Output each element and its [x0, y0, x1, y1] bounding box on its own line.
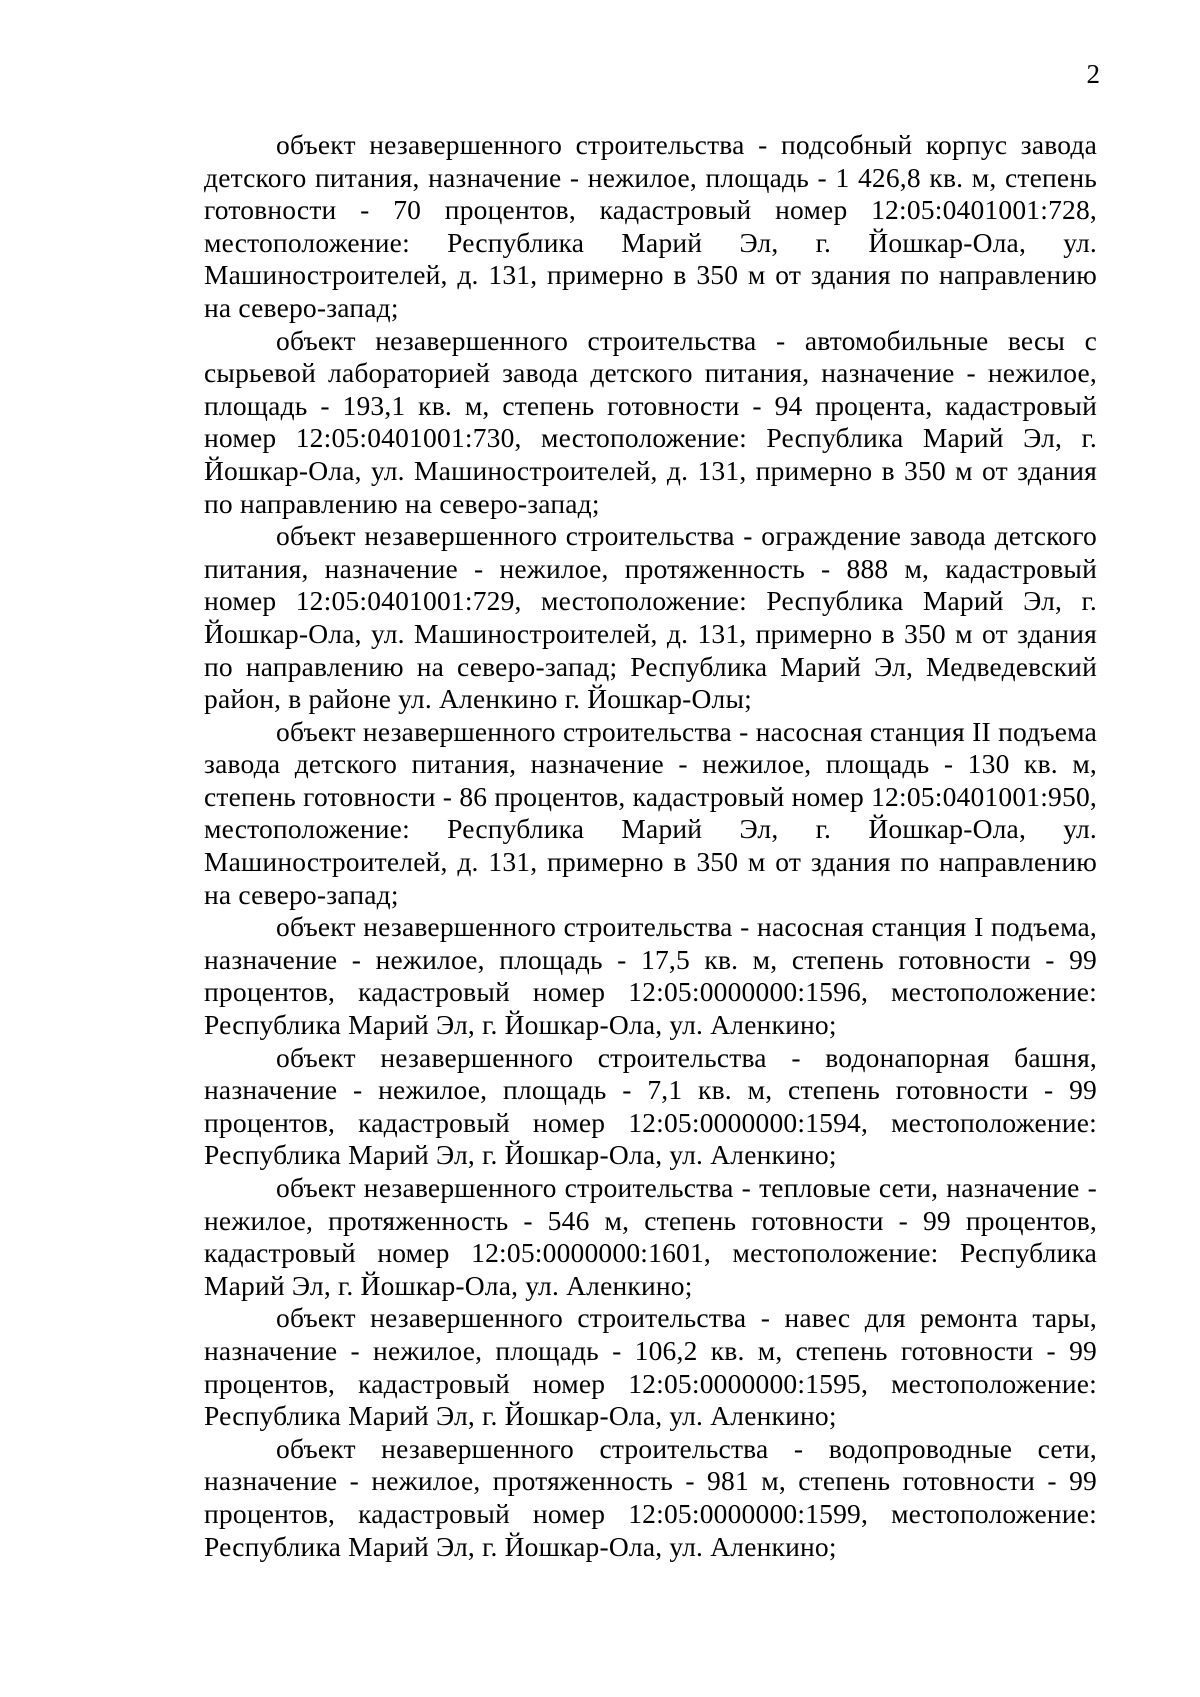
document-body	[204, 129, 1097, 1563]
paragraph-1: объект незавершенного строительства - подсобный корпус завода детского питания, назначение - нежилое, площадь - 1 426,8 кв. м, степень готовности - 70 процентов, кадастровый номер 12:05:0401001:728, местоположение: Республика Марий Эл, г. Йошкар-Ола, ул. Машиностроителей, д. 131, примерно в 350 м от здания по направлению на северо-запад;	[204, 129, 1097, 323]
page-number: 2	[1086, 59, 1100, 89]
paragraph-9: объект незавершенного строительства - водопроводные сети, назначение - нежилое, протяженность - 981 м, степень готовности - 99 процентов, кадастровый номер 12:05:0000000:1599, местоположение: Республика Марий Эл, г. Йошкар-Ола, ул. Аленкино;	[204, 1432, 1097, 1562]
paragraph-7: объект незавершенного строительства - тепловые сети, назначение - нежилое, протяженность - 546 м, степень готовности - 99 процентов, кадастровый номер 12:05:0000000:1601, местоположение: Республика Марий Эл, г. Йошкар-Ола, ул. Аленкино;	[204, 1172, 1097, 1301]
paragraph-5: объект незавершенного строительства - насосная станция I подъема, назначение - нежилое, площадь - 17,5 кв. м, степень готовности - 99 процентов, кадастровый номер 12:05:0000000:1596, местоположение: Республика Марий Эл, г. Йошкар-Ола, ул. Аленкино;	[204, 911, 1097, 1041]
paragraph-3: объект незавершенного строительства - ограждение завода детского питания, назначение - нежилое, протяженность - 888 м, кадастровый номер 12:05:0401001:729, местоположение: Республика Марий Эл, г. Йошкар-Ола, ул. Машиностроителей, д. 131, примерно в 350 м от здания по направлению на северо-запад; Республика Марий Эл, Медведевский район, в районе ул. Аленкино г. Йошкар-Олы;	[204, 520, 1097, 715]
paragraph-8: объект незавершенного строительства - навес для ремонта тары, назначение - нежилое, площадь - 106,2 кв. м, степень готовности - 99 процентов, кадастровый номер 12:05:0000000:1595, местоположение: Республика Марий Эл, г. Йошкар-Ола, ул. Аленкино;	[204, 1302, 1097, 1432]
paragraph-4: объект незавершенного строительства - насосная станция II подъема завода детского питания, назначение - нежилое, площадь - 130 кв. м, степень готовности - 86 процентов, кадастровый номер 12:05:0401001:950, местоположение: Республика Марий Эл, г. Йошкар-Ола, ул. Машиностроителей, д. 131, примерно в 350 м от здания по направлению на северо-запад;	[204, 715, 1097, 910]
paragraph-6: объект незавершенного строительства - водонапорная башня, назначение - нежилое, площадь - 7,1 кв. м, степень готовности - 99 процентов, кадастровый номер 12:05:0000000:1594, местоположение: Республика Марий Эл, г. Йошкар-Ола, ул. Аленкино;	[204, 1041, 1097, 1171]
paragraph-2: объект незавершенного строительства - автомобильные весы с сырьевой лабораторией завода детского питания, назначение - нежилое, площадь - 193,1 кв. м, степень готовности - 94 процента, кадастровый номер 12:05:0401001:730, местоположение: Республика Марий Эл, г. Йошкар-Ола, ул. Машиностроителей, д. 131, примерно в 350 м от здания по направлению на северо-запад;	[204, 324, 1097, 519]
